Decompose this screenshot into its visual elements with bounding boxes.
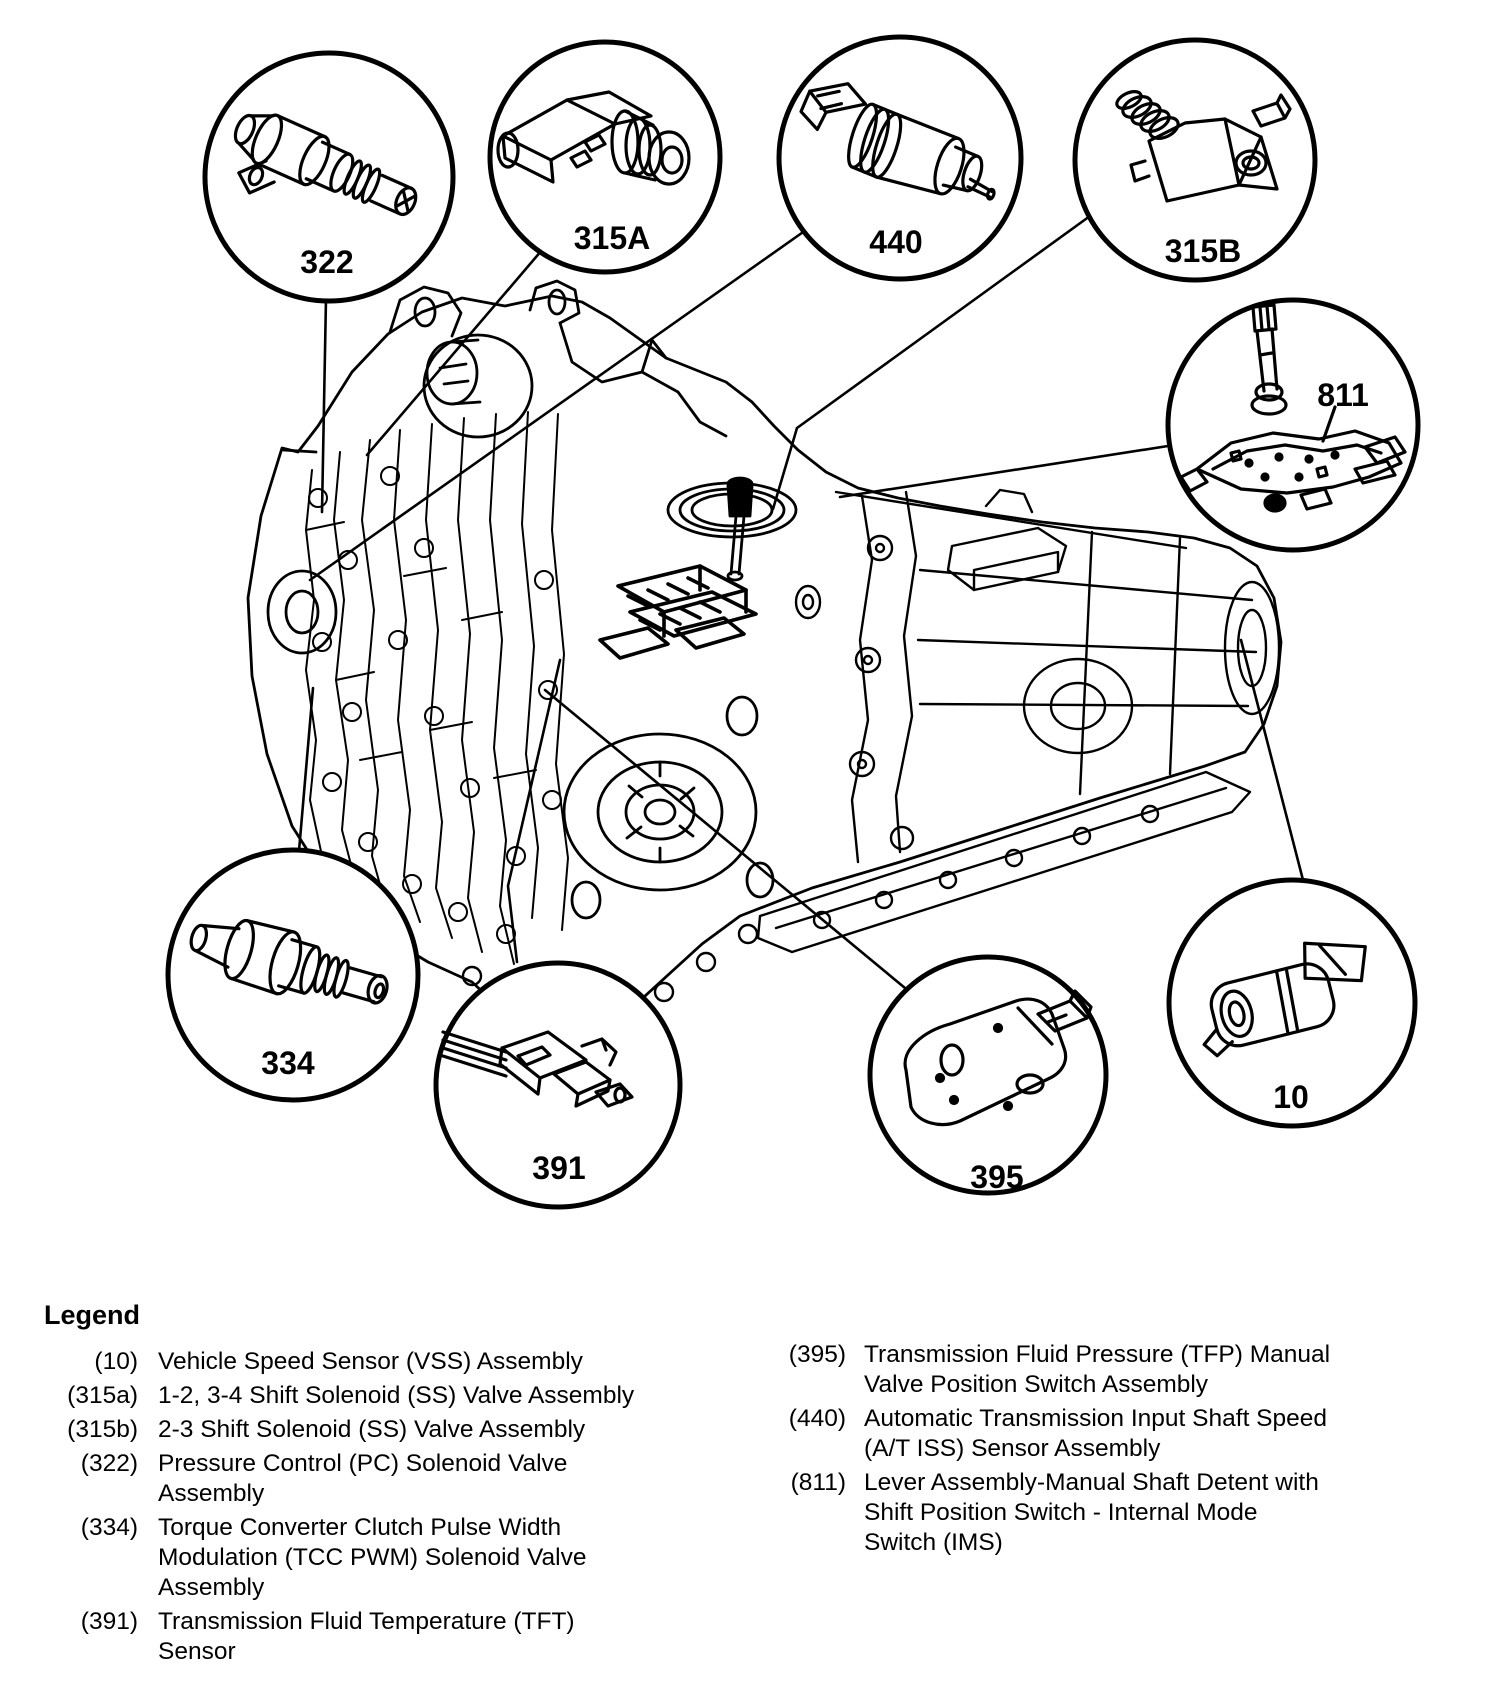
legend-item-text: Transmission Fluid Pressure (TFP) Manual [864, 1341, 1331, 1368]
legend-item-number: (322) [80, 1450, 138, 1477]
legend-heading: Legend [44, 1300, 141, 1330]
legend-item-number: (10) [94, 1348, 138, 1375]
leader-lines [299, 216, 1303, 988]
leader-811 [840, 446, 1168, 497]
legend-item-number: (395) [788, 1341, 846, 1368]
legend-column-right [756, 1340, 1476, 1562]
callout-391 [436, 963, 680, 1207]
callout-label-315a: 315A [573, 220, 651, 256]
callout-label-315b: 315B [1164, 233, 1242, 269]
legend-item-number: (391) [80, 1608, 138, 1635]
leader-322 [322, 298, 326, 512]
legend-item-811 [756, 1468, 1476, 1558]
legend-item-315a [40, 1381, 720, 1411]
legend-item-391 [40, 1607, 720, 1667]
legend-item-text: Transmission Fluid Temperature (TFT) [158, 1608, 575, 1635]
legend-item-number: (811) [790, 1469, 846, 1496]
legend-item-number: (315a) [67, 1382, 138, 1409]
tail-housing [836, 490, 1279, 794]
legend-item-text: 1-2, 3-4 Shift Solenoid (SS) Valve Assembly [158, 1382, 635, 1409]
legend-item-text: 2-3 Shift Solenoid (SS) Valve Assembly [158, 1416, 586, 1443]
leader-334 [299, 688, 313, 851]
callout-10 [1169, 880, 1415, 1126]
legend-item-322 [40, 1449, 720, 1509]
legend-item-text: Assembly [158, 1480, 265, 1507]
callout-label-334: 334 [261, 1045, 315, 1081]
legend-item-text: (A/T ISS) Sensor Assembly [864, 1435, 1161, 1462]
legend-item-395 [756, 1340, 1476, 1400]
legend-item-number: (440) [788, 1405, 846, 1432]
callout-label-811: 811 [1317, 377, 1369, 413]
callout-315b [1075, 40, 1315, 280]
callout-circle-811 [1168, 300, 1418, 550]
leader-395 [545, 690, 905, 988]
legend-item-text: Valve Position Switch Assembly [864, 1371, 1209, 1398]
legend-item-text: Switch (IMS) [864, 1529, 1003, 1556]
legend-item-text: Pressure Control (PC) Solenoid Valve [158, 1450, 568, 1477]
legend-item-text: Torque Converter Clutch Pulse Width [158, 1514, 562, 1541]
legend-item-440 [756, 1404, 1476, 1464]
callout-label-395: 395 [970, 1159, 1024, 1195]
callout-334 [168, 850, 418, 1100]
callout-811 [1168, 300, 1418, 550]
legend-item-text: Lever Assembly-Manual Shaft Detent with [864, 1469, 1319, 1496]
callout-395 [870, 957, 1106, 1195]
callout-label-440: 440 [869, 224, 923, 260]
case-flange [796, 492, 916, 862]
legend-item-text: Vehicle Speed Sensor (VSS) Assembly [158, 1348, 583, 1375]
legend-column-left [40, 1347, 720, 1671]
legend-item-text: Shift Position Switch - Internal Mode [864, 1499, 1258, 1526]
legend-item-number: (315b) [67, 1416, 138, 1443]
legend-item-10 [40, 1347, 720, 1377]
legend-item-text: Assembly [158, 1574, 265, 1601]
callout-322 [205, 53, 453, 301]
callout-label-391: 391 [532, 1150, 586, 1186]
legend-item-text: Modulation (TCC PWM) Solenoid Valve [158, 1544, 587, 1571]
callout-label-10: 10 [1273, 1079, 1309, 1115]
callout-440 [779, 37, 1021, 279]
input-boss [424, 335, 532, 437]
leader-10 [1241, 640, 1303, 880]
legend-item-number: (334) [80, 1514, 138, 1541]
callout-label-322: 322 [300, 244, 354, 280]
callout-315a [490, 42, 720, 272]
legend-item-text: Automatic Transmission Input Shaft Speed [864, 1405, 1328, 1432]
legend-item-text: Sensor [158, 1638, 236, 1665]
legend-item-334 [40, 1513, 720, 1603]
legend-item-315b [40, 1415, 720, 1445]
